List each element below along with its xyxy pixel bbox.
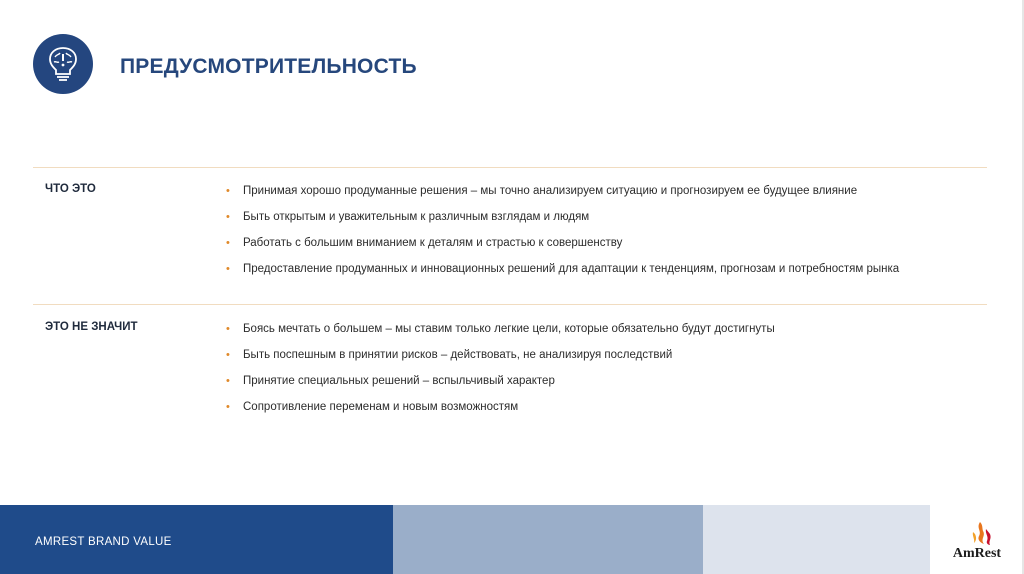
bullet-icon: • — [226, 237, 230, 249]
amrest-logo — [946, 520, 1008, 566]
section-label: ЧТО ЭТО — [45, 183, 96, 195]
list-item — [226, 347, 956, 363]
bullet-icon: • — [226, 349, 230, 361]
bullet-icon: • — [226, 211, 230, 223]
list-item — [226, 209, 956, 225]
list-item — [226, 235, 956, 251]
list-item-text: Предоставление продуманных и инновационных решений для адаптации к тенденциям, прогнозам и потребностям рынка — [243, 263, 900, 275]
list-item-text: Сопротивление переменам и новым возможностям — [243, 401, 519, 413]
footer-band-light — [703, 505, 930, 574]
list-item-text: Принятие специальных решений – вспыльчивый характер — [243, 375, 555, 387]
logo-text: AmRest — [952, 546, 1002, 561]
bullet-list — [226, 183, 956, 287]
list-item-text: Работать с большим вниманием к деталям и страстью к совершенству — [243, 237, 623, 249]
brain-lightbulb-icon — [33, 34, 93, 94]
footer-bar — [0, 505, 1024, 574]
bullet-icon: • — [226, 401, 230, 413]
list-item — [226, 183, 956, 199]
list-item — [226, 399, 956, 415]
list-item — [226, 373, 956, 389]
list-item — [226, 261, 956, 277]
page-title: ПРЕДУСМОТРИТЕЛЬНОСТЬ — [120, 55, 417, 78]
divider — [33, 304, 987, 305]
divider — [33, 167, 987, 168]
list-item-text: Боясь мечтать о большем – мы ставим только легкие цели, которые обязательно будут достигнуты — [243, 323, 775, 335]
list-item-text: Быть поспешным в принятии рисков – действовать, не анализируя последствий — [243, 349, 673, 361]
bullet-icon: • — [226, 263, 230, 275]
section-label: ЭТО НЕ ЗНАЧИТ — [45, 321, 138, 333]
list-item-text: Принимая хорошо продуманные решения – мы точно анализируем ситуацию и прогнозируем ее будущее влияние — [243, 185, 858, 197]
bullet-icon: • — [226, 185, 230, 197]
footer-text: AMREST BRAND VALUE — [35, 536, 172, 548]
list-item-text: Быть открытым и уважительным к различным взглядам и людям — [243, 211, 590, 223]
flame-icon — [946, 520, 1008, 548]
bullet-icon: • — [226, 375, 230, 387]
footer-band-mid — [393, 505, 703, 574]
bullet-icon: • — [226, 323, 230, 335]
bullet-list — [226, 321, 956, 425]
list-item — [226, 321, 956, 337]
